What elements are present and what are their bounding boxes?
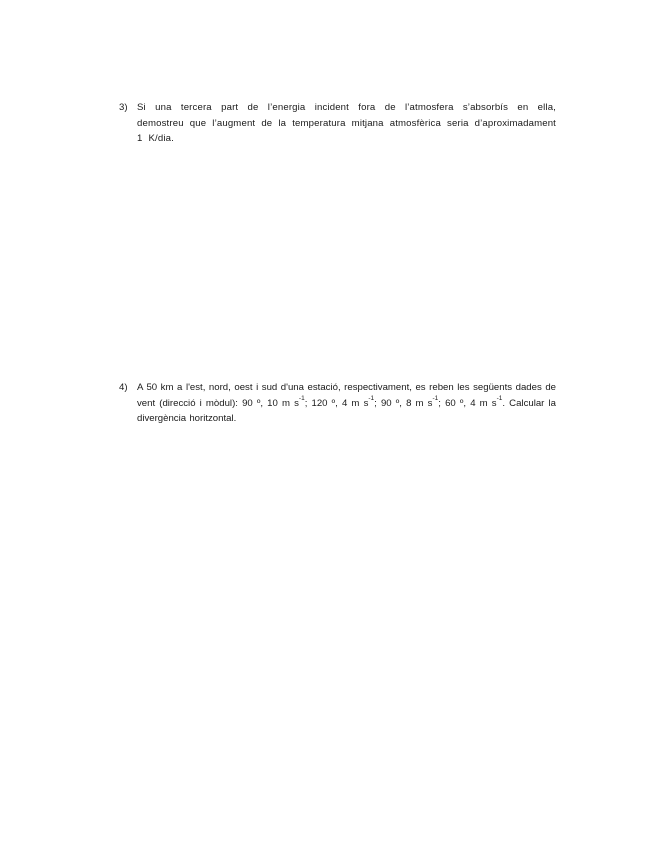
problem-text: Si una tercera part de l’energia incident fora de l’atmosfera s’absorbís en ella, demostreu que l’augment de la temperatura mitjana atmosfèrica seria d’aproximadament 1 K/dia. (137, 102, 556, 144)
problem-number: 3) (119, 102, 128, 113)
text-segment: ; 120 º, 4 m s (304, 397, 369, 409)
exponent: -1 (496, 395, 503, 403)
problem-3 (119, 100, 556, 147)
problem-number: 4) (119, 382, 128, 393)
text-segment: ; 60 º, 4 m s (438, 397, 497, 409)
problem-text (137, 380, 556, 427)
exponent: -1 (432, 395, 439, 403)
problem-4 (119, 380, 556, 427)
text-segment: ; 90 º, 8 m s (374, 397, 433, 409)
exponent: -1 (368, 395, 375, 403)
exponent: -1 (298, 395, 305, 403)
text-segment: A 50 km a l'est, nord, oest i sud d'una estació, respectivament, es reben les següents dades de vent (direcció i mòdul): 90 º, 10 m s (137, 382, 556, 409)
text-segment: . Calcular la divergència horitzontal. (137, 397, 556, 424)
